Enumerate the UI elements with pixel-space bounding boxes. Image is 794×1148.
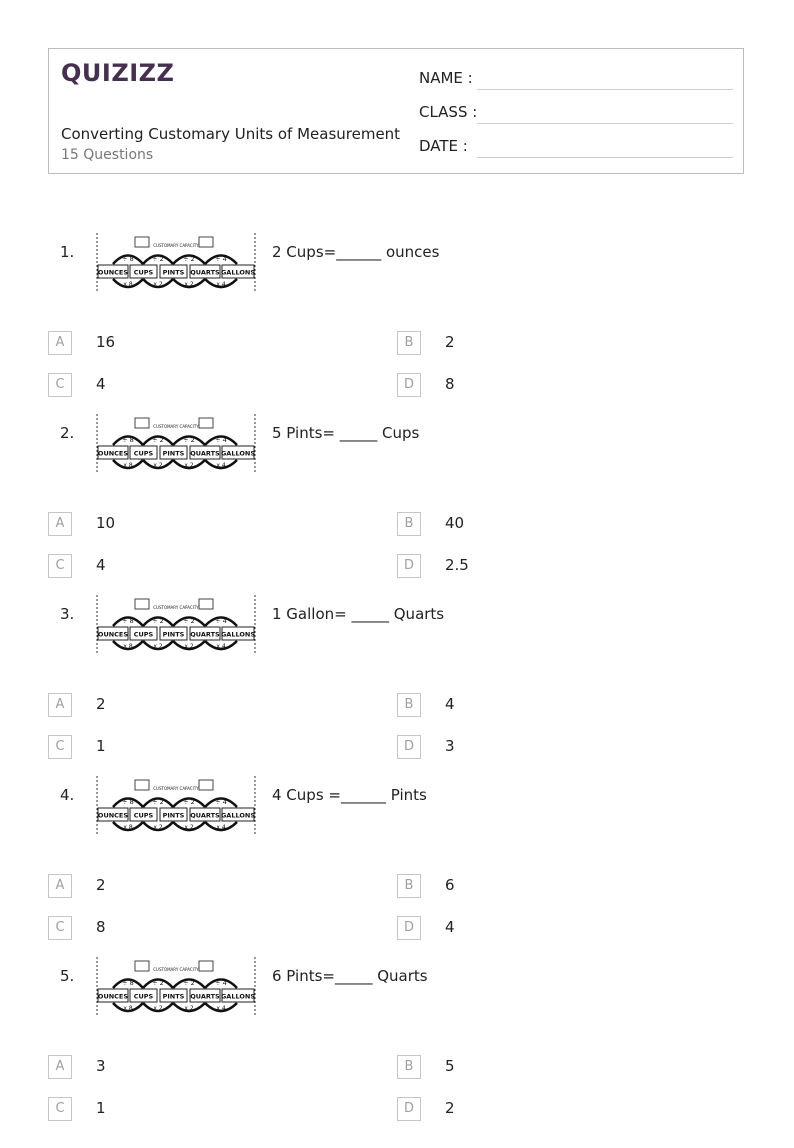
question-4: [0, 786, 794, 967]
svg-text:GALLONS: GALLONS: [220, 992, 256, 1001]
option-letter-box: B: [397, 874, 421, 898]
svg-text:PINTS: PINTS: [162, 449, 185, 458]
svg-text:x 2: x 2: [184, 824, 194, 831]
date-label: DATE :: [419, 137, 468, 155]
option-text: 3: [96, 1057, 106, 1075]
option-text: 40: [445, 514, 465, 532]
svg-text:CUPS: CUPS: [133, 992, 154, 1001]
option-text: 5: [445, 1057, 455, 1075]
option-text: 2: [445, 333, 455, 351]
svg-text:÷ 4: ÷ 4: [215, 798, 227, 806]
class-line: [477, 123, 733, 124]
svg-text:x 4: x 4: [216, 824, 226, 831]
svg-text:÷ 2: ÷ 2: [183, 436, 195, 444]
svg-text:PINTS: PINTS: [162, 811, 185, 820]
svg-text:OUNCES: OUNCES: [97, 268, 129, 277]
svg-text:÷ 2: ÷ 2: [183, 798, 195, 806]
svg-text:QUARTS: QUARTS: [190, 811, 220, 820]
name-line: [477, 89, 733, 90]
svg-text:÷ 2: ÷ 2: [183, 617, 195, 625]
option-letter-box: B: [397, 1055, 421, 1079]
svg-text:GALLONS: GALLONS: [220, 811, 256, 820]
svg-text:QUARTS: QUARTS: [190, 449, 220, 458]
svg-text:CUPS: CUPS: [133, 449, 154, 458]
worksheet-title: Converting Customary Units of Measurement: [61, 125, 401, 143]
svg-text:x 8: x 8: [123, 824, 133, 831]
question-5: [0, 967, 794, 1148]
customary-capacity-diagram: [95, 774, 257, 838]
svg-text:÷ 8: ÷ 8: [122, 798, 134, 806]
question-image: [95, 412, 257, 476]
customary-capacity-diagram: [95, 593, 257, 657]
option-text: 8: [445, 375, 455, 393]
svg-text:x 8: x 8: [123, 643, 133, 650]
option-letter-box: A: [48, 1055, 72, 1079]
option-text: 2: [96, 695, 106, 713]
svg-text:÷ 8: ÷ 8: [122, 255, 134, 263]
svg-text:GALLONS: GALLONS: [220, 630, 256, 639]
svg-text:OUNCES: OUNCES: [97, 449, 129, 458]
svg-text:OUNCES: OUNCES: [97, 992, 129, 1001]
question-text: 5 Pints= _____ Cups: [272, 424, 420, 442]
option-letter-box: A: [48, 512, 72, 536]
option-letter-box: C: [48, 735, 72, 759]
svg-text:÷ 2: ÷ 2: [152, 436, 164, 444]
svg-text:÷ 2: ÷ 2: [183, 255, 195, 263]
svg-text:x 2: x 2: [153, 824, 163, 831]
svg-text:x 4: x 4: [216, 462, 226, 469]
option-text: 6: [445, 876, 455, 894]
svg-text:x 2: x 2: [184, 643, 194, 650]
svg-text:CUSTOMARY CAPACITY: CUSTOMARY CAPACITY: [153, 967, 199, 972]
option-letter-box: B: [397, 512, 421, 536]
option-text: 16: [96, 333, 116, 351]
option-letter-box: A: [48, 331, 72, 355]
option-text: 1: [96, 737, 106, 755]
svg-text:x 8: x 8: [123, 281, 133, 288]
svg-text:QUARTS: QUARTS: [190, 268, 220, 277]
svg-text:x 2: x 2: [153, 462, 163, 469]
question-image: [95, 774, 257, 838]
question-number: 1.: [60, 243, 75, 261]
question-text: 1 Gallon= _____ Quarts: [272, 605, 445, 623]
svg-text:÷ 8: ÷ 8: [122, 617, 134, 625]
option-letter-box: A: [48, 693, 72, 717]
class-label: CLASS :: [419, 103, 478, 121]
svg-text:x 2: x 2: [184, 281, 194, 288]
option-text: 2.5: [445, 556, 469, 574]
option-letter-box: D: [397, 735, 421, 759]
svg-text:÷ 2: ÷ 2: [152, 979, 164, 987]
svg-text:CUPS: CUPS: [133, 268, 154, 277]
question-count: 15 Questions: [61, 147, 154, 163]
svg-text:x 2: x 2: [153, 281, 163, 288]
customary-capacity-diagram: [95, 231, 257, 295]
question-image: [95, 231, 257, 295]
customary-capacity-diagram: [95, 412, 257, 476]
option-letter-box: A: [48, 874, 72, 898]
svg-text:÷ 8: ÷ 8: [122, 979, 134, 987]
svg-text:÷ 2: ÷ 2: [183, 979, 195, 987]
svg-text:÷ 2: ÷ 2: [152, 798, 164, 806]
option-letter-box: D: [397, 1097, 421, 1121]
question-text: 2 Cups=______ ounces: [272, 243, 440, 261]
option-letter-box: C: [48, 373, 72, 397]
question-number: 3.: [60, 605, 75, 623]
question-number: 2.: [60, 424, 75, 442]
svg-text:CUSTOMARY CAPACITY: CUSTOMARY CAPACITY: [153, 786, 199, 791]
date-line: [477, 157, 733, 158]
svg-text:÷ 4: ÷ 4: [215, 617, 227, 625]
option-text: 4: [445, 695, 455, 713]
option-text: 1: [96, 1099, 106, 1117]
option-text: 2: [96, 876, 106, 894]
option-text: 3: [445, 737, 455, 755]
option-letter-box: D: [397, 373, 421, 397]
customary-capacity-diagram: [95, 955, 257, 1019]
svg-text:÷ 4: ÷ 4: [215, 979, 227, 987]
question-1: [0, 243, 794, 424]
svg-text:x 8: x 8: [123, 1005, 133, 1012]
question-text: 6 Pints=_____ Quarts: [272, 967, 428, 985]
svg-text:x 4: x 4: [216, 281, 226, 288]
question-image: [95, 593, 257, 657]
svg-text:QUARTS: QUARTS: [190, 992, 220, 1001]
svg-text:PINTS: PINTS: [162, 630, 185, 639]
svg-text:x 2: x 2: [184, 462, 194, 469]
svg-text:CUPS: CUPS: [133, 630, 154, 639]
svg-text:OUNCES: OUNCES: [97, 811, 129, 820]
svg-text:x 2: x 2: [153, 643, 163, 650]
svg-text:CUPS: CUPS: [133, 811, 154, 820]
svg-text:÷ 2: ÷ 2: [152, 255, 164, 263]
option-text: 4: [96, 556, 106, 574]
svg-text:GALLONS: GALLONS: [220, 268, 256, 277]
option-text: 8: [96, 918, 106, 936]
option-text: 10: [96, 514, 116, 532]
svg-text:÷ 4: ÷ 4: [215, 436, 227, 444]
svg-text:PINTS: PINTS: [162, 268, 185, 277]
option-letter-box: B: [397, 693, 421, 717]
option-letter-box: C: [48, 1097, 72, 1121]
question-3: [0, 605, 794, 786]
svg-text:÷ 4: ÷ 4: [215, 255, 227, 263]
option-text: 4: [445, 918, 455, 936]
option-letter-box: C: [48, 554, 72, 578]
svg-text:x 2: x 2: [184, 1005, 194, 1012]
option-letter-box: D: [397, 916, 421, 940]
svg-text:PINTS: PINTS: [162, 992, 185, 1001]
question-text: 4 Cups =______ Pints: [272, 786, 427, 804]
option-letter-box: C: [48, 916, 72, 940]
svg-text:÷ 2: ÷ 2: [152, 617, 164, 625]
svg-text:OUNCES: OUNCES: [97, 630, 129, 639]
question-image: [95, 955, 257, 1019]
question-number: 4.: [60, 786, 75, 804]
option-text: 4: [96, 375, 106, 393]
svg-text:CUSTOMARY CAPACITY: CUSTOMARY CAPACITY: [153, 424, 199, 429]
svg-text:CUSTOMARY CAPACITY: CUSTOMARY CAPACITY: [153, 605, 199, 610]
question-number: 5.: [60, 967, 75, 985]
option-text: 2: [445, 1099, 455, 1117]
name-label: NAME :: [419, 69, 473, 87]
svg-text:x 4: x 4: [216, 1005, 226, 1012]
worksheet-header: [48, 48, 744, 174]
svg-text:x 8: x 8: [123, 462, 133, 469]
svg-text:÷ 8: ÷ 8: [122, 436, 134, 444]
svg-text:x 4: x 4: [216, 643, 226, 650]
svg-text:x 2: x 2: [153, 1005, 163, 1012]
svg-text:QUARTS: QUARTS: [190, 630, 220, 639]
svg-text:CUSTOMARY CAPACITY: CUSTOMARY CAPACITY: [153, 243, 199, 248]
option-letter-box: B: [397, 331, 421, 355]
quizizz-logo: QUIZIZZ: [61, 59, 175, 87]
question-2: [0, 424, 794, 605]
option-letter-box: D: [397, 554, 421, 578]
svg-text:GALLONS: GALLONS: [220, 449, 256, 458]
